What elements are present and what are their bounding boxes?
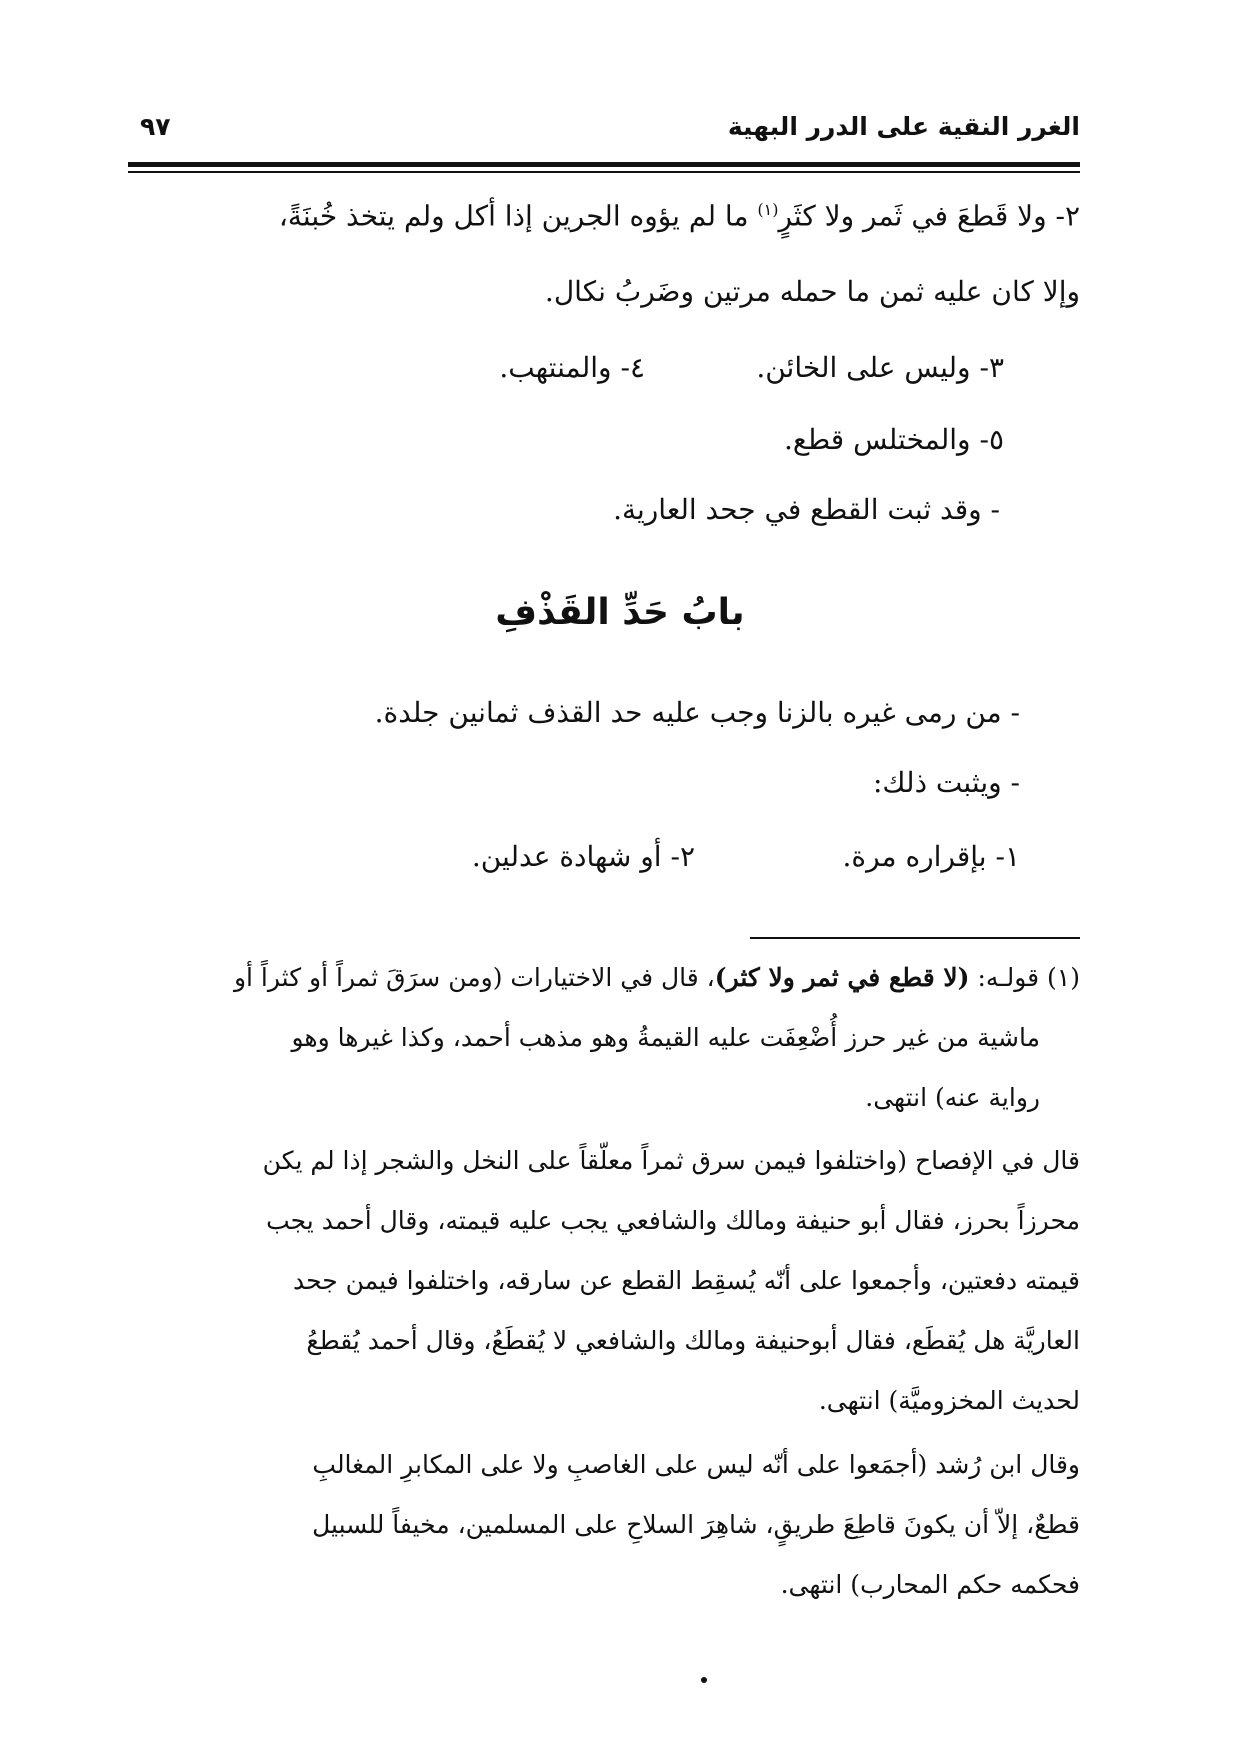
footnote-separator	[750, 937, 1080, 939]
footnote-line-6: قيمته دفعتين، وأجمعوا على أنّه يُسقِط القطع عن سارقه، واختلفوا فيمن جحد	[293, 1266, 1080, 1295]
page-header	[128, 108, 1080, 152]
footnote-line-5: محرزاً بحرز، فقال أبو حنيفة ومالك والشافعي يجب عليه قيمته، وقال أحمد يجب	[266, 1206, 1080, 1235]
footnote-line-10: قطعٌ، إلاّ أن يكونَ قاطِعَ طريقٍ، شاهِرَ السلاحِ على المسلمين، مخيفاً للسبيل	[312, 1510, 1080, 1539]
item-2-text-a: ٢- ولا قَطعَ في ثَمر ولا كثَرٍ	[778, 199, 1080, 233]
footnote-line-8: لحديث المخزوميَّة) انتهى.	[818, 1386, 1080, 1415]
header-rule-thin	[128, 171, 1080, 173]
footnote-line-11: فحكمه حكم المحارب) انتهى.	[780, 1570, 1080, 1599]
running-title: الغرر النقية على الدرر البهية	[727, 112, 1080, 141]
footnote-line-7: العاريَّة هل يُقطَع، فقال أبوحنيفة ومالك والشافعي لا يُقطَعُ، وقال أحمد يُقطعُ	[306, 1326, 1080, 1355]
item-2-line-1	[279, 190, 1080, 236]
note-line: - وقد ثبت القطع في جحد العارية.	[613, 493, 1000, 526]
item-5: ٥- والمختلس قطع.	[784, 423, 1004, 456]
footnote-line-4: قال في الإفصاح (واختلفوا فيمن سرق ثمراً معلّقاً على النخل والشجر إذا لم يكن	[262, 1146, 1080, 1175]
footnote-label: (١) قولـه:	[969, 963, 1080, 992]
header-rule-thick	[128, 162, 1080, 167]
item-3: ٣- وليس على الخائن.	[756, 351, 1004, 384]
footnote-quoted-text: (لا قطع في ثمر ولا كثر)	[714, 963, 970, 992]
footnote-line-1-rest: ، قال في الاختيارات (ومن سرَقَ ثمراً أو كثراً أو	[233, 963, 715, 992]
item-2-text-b: ما لم يؤوه الجرين إذا أكل ولم يتخذ خُبنَةً،	[278, 199, 758, 233]
paragraph-2: - ويثبت ذلك:	[873, 766, 1020, 799]
ink-dot	[701, 1677, 707, 1683]
footnote-line-9: وقال ابن رُشد (أجمَعوا على أنّه ليس على الغاصبِ ولا على المكابرِ المغالبِ	[312, 1450, 1080, 1479]
proof-2: ٢- أو شهادة عدلين.	[471, 840, 695, 873]
item-4: ٤- والمنتهب.	[499, 351, 645, 384]
proof-1: ١- بإقراره مرة.	[842, 840, 1020, 873]
paragraph-1: - من رمى غيره بالزنا وجب عليه حد القذف ثمانين جلدة.	[374, 696, 1020, 729]
footnote-line-3: رواية عنه) انتهى.	[865, 1083, 1040, 1112]
item-2-line-2: وإلا كان عليه ثمن ما حمله مرتين وضَربُ نكال.	[544, 275, 1080, 308]
footnote-line-2: ماشية من غير حرز أُضْعِفَت عليه القيمةُ وهو مذهب أحمد، وكذا غيرها وهو	[291, 1023, 1040, 1052]
footnote-line-1	[234, 960, 1080, 996]
footnote-reference: (١)	[757, 200, 779, 219]
section-heading: بابُ حَدِّ القَذْفِ	[495, 592, 745, 633]
page-number: ٩٧	[140, 112, 171, 141]
